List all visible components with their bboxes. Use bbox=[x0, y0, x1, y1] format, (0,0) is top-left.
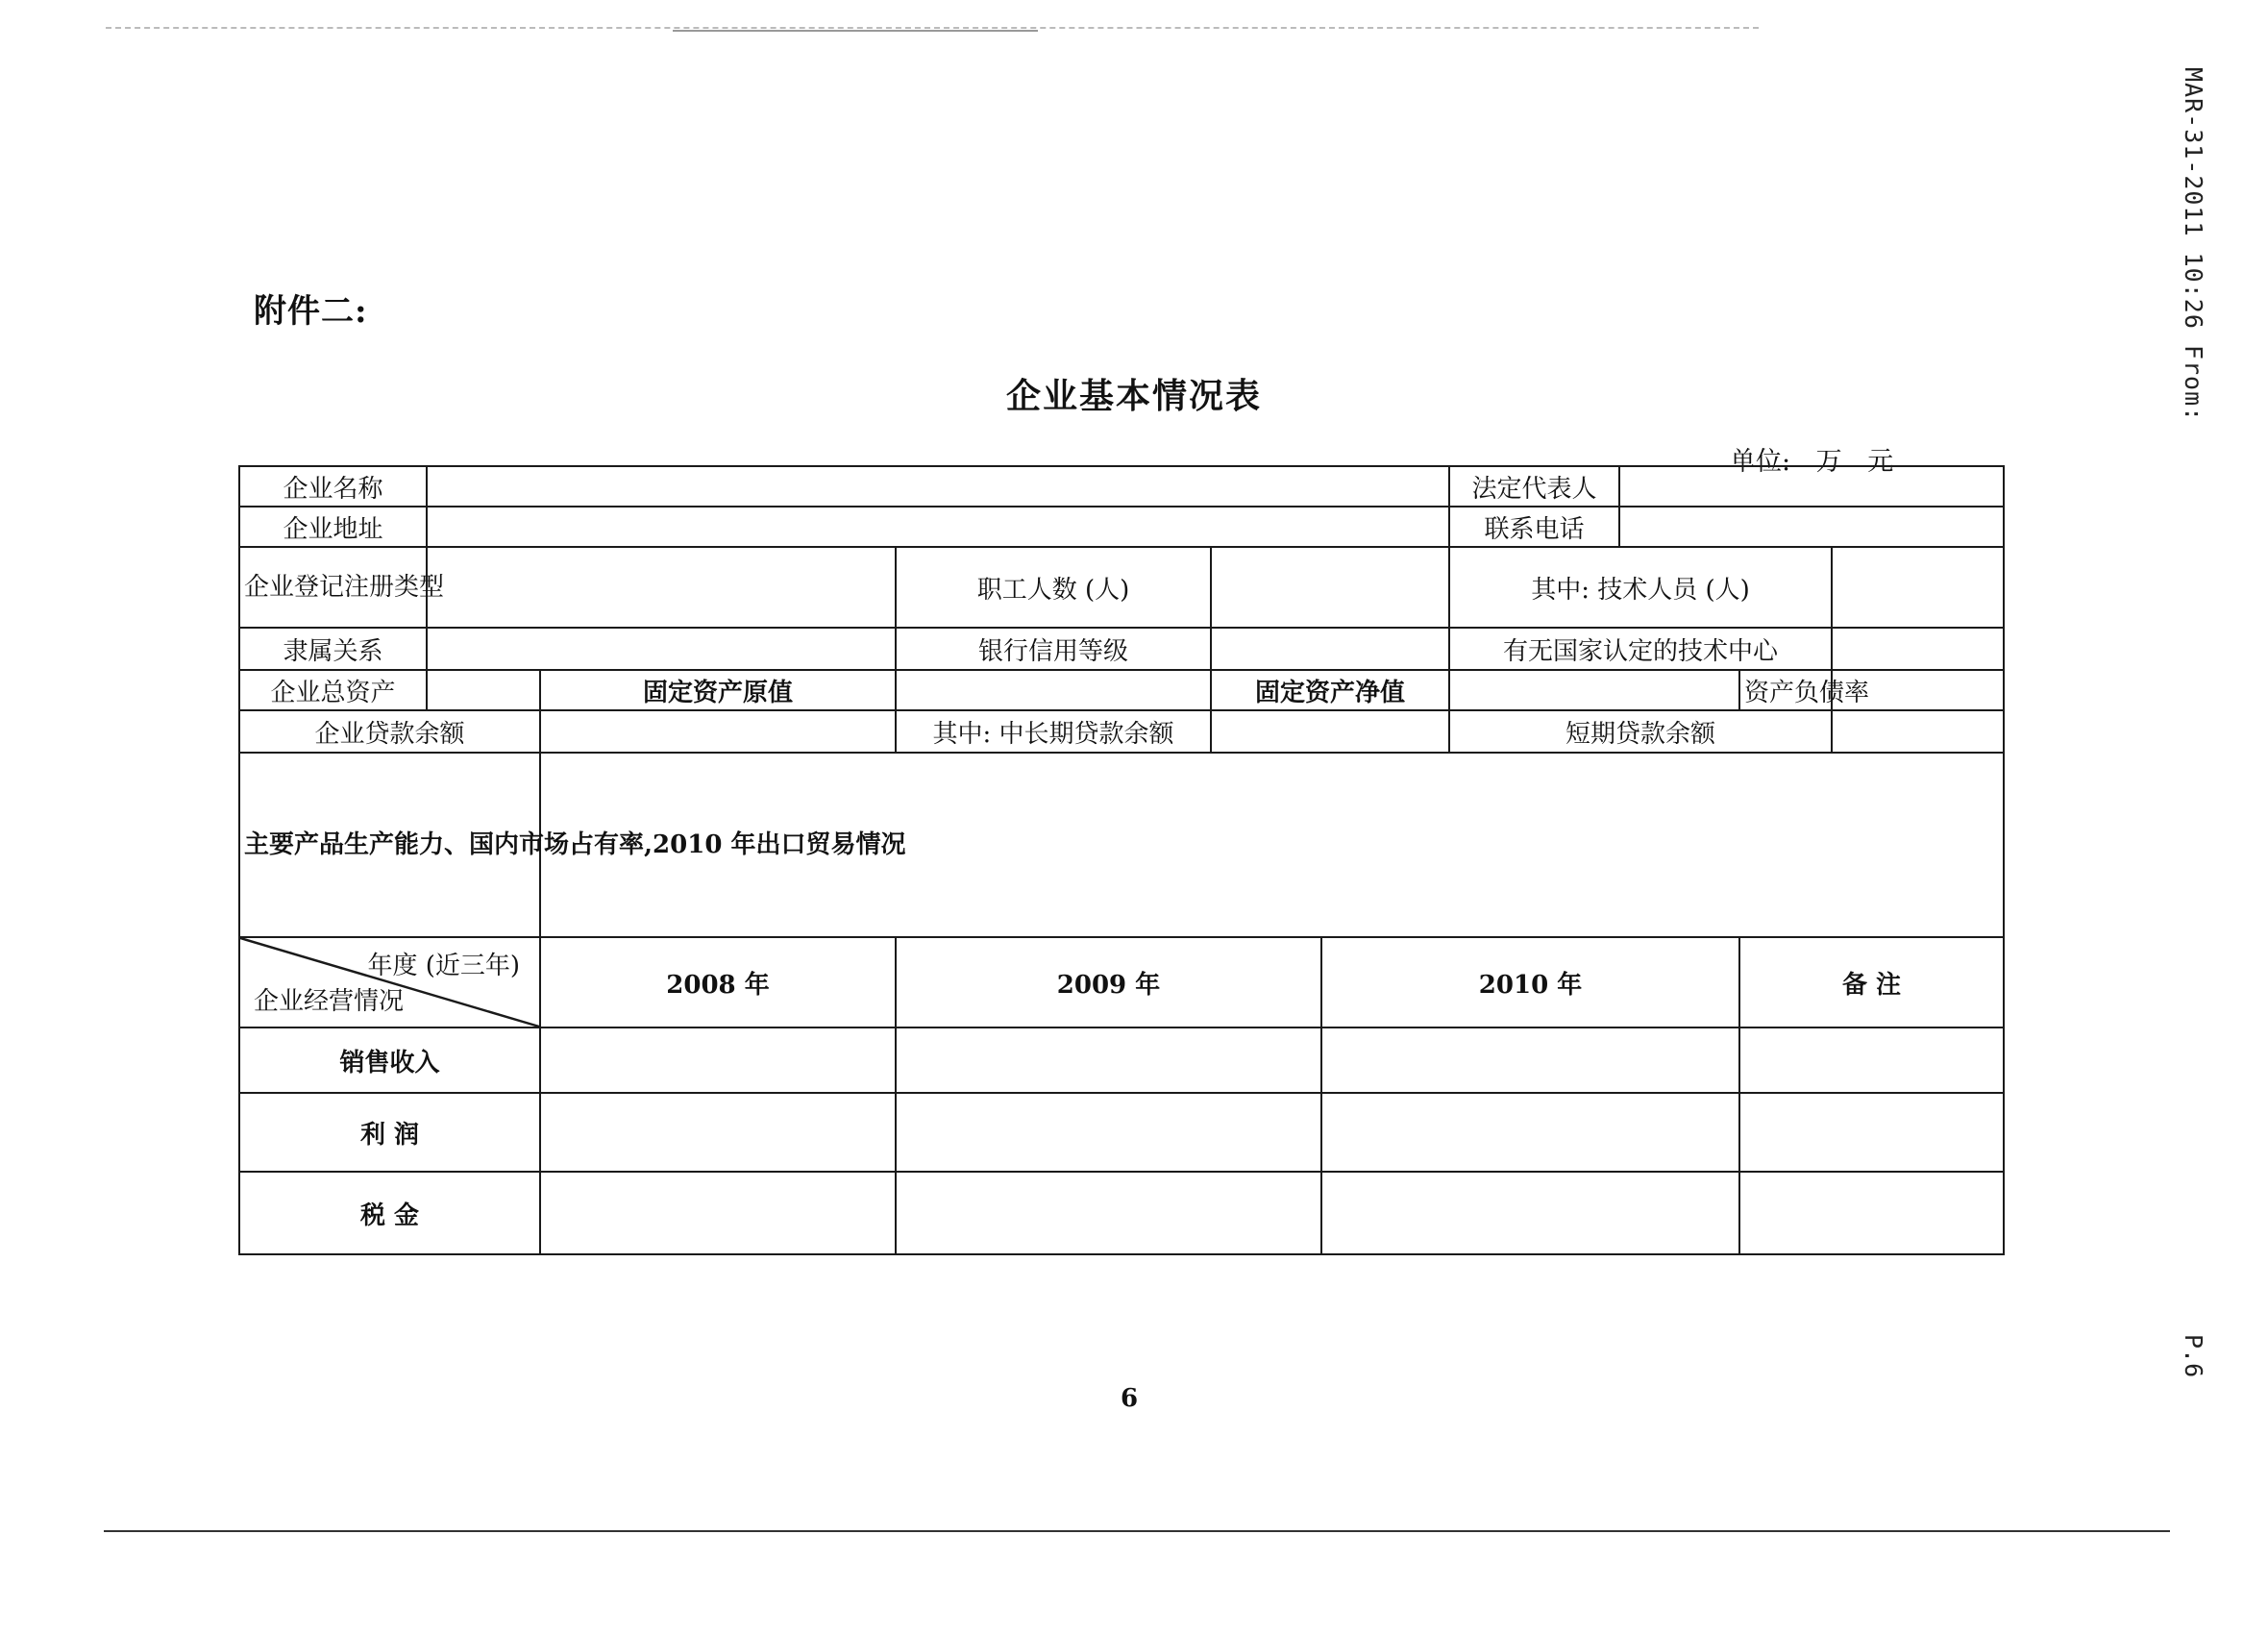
label-debt-ratio: 资产负债率 bbox=[1739, 670, 1832, 710]
label-legal-rep: 法定代表人 bbox=[1449, 466, 1619, 507]
tax-2010[interactable] bbox=[1321, 1172, 1739, 1254]
fax-header-stamp: MAR-31-2011 10:26 From: bbox=[2180, 67, 2207, 423]
scan-artifact-line bbox=[673, 30, 1038, 32]
label-employees: 职工人数 (人) bbox=[896, 547, 1211, 628]
label-tech-staff: 其中: 技术人员 (人) bbox=[1449, 547, 1832, 628]
field-total-assets[interactable] bbox=[427, 670, 540, 710]
scan-artifact-line bbox=[106, 27, 1759, 29]
tax-2009[interactable] bbox=[896, 1172, 1321, 1254]
tax-2008[interactable] bbox=[540, 1172, 896, 1254]
attachment-label: 附件二: bbox=[254, 292, 368, 331]
sales-remarks[interactable] bbox=[1739, 1027, 2004, 1093]
label-registration-type: 企业登记注册类型 bbox=[239, 547, 427, 628]
label-loan-balance: 企业贷款余额 bbox=[239, 710, 540, 753]
profit-remarks[interactable] bbox=[1739, 1093, 2004, 1172]
tax-remarks[interactable] bbox=[1739, 1172, 2004, 1254]
profit-2008[interactable] bbox=[540, 1093, 896, 1172]
sales-2008[interactable] bbox=[540, 1027, 896, 1093]
label-total-assets: 企业总资产 bbox=[239, 670, 427, 710]
label-short-term-loan: 短期贷款余额 bbox=[1449, 710, 1832, 753]
row-label-profit: 利 润 bbox=[239, 1093, 540, 1172]
fax-page-stamp: P.6 bbox=[2180, 1334, 2207, 1378]
field-long-term-loan[interactable] bbox=[1211, 710, 1449, 753]
remarks-header: 备 注 bbox=[1739, 937, 2004, 1027]
diag-label-year: 年度 (近三年) bbox=[367, 952, 520, 980]
row-label-sales: 销售收入 bbox=[239, 1027, 540, 1093]
operations-diagonal-header bbox=[239, 937, 540, 1027]
field-company-address[interactable] bbox=[427, 507, 1449, 547]
unit-label: 单位: 万 元 bbox=[1730, 447, 1894, 477]
year-2009-header: 2009 年 bbox=[896, 937, 1321, 1027]
field-tech-center[interactable] bbox=[1832, 628, 2004, 670]
field-company-name[interactable] bbox=[427, 466, 1449, 507]
profit-2010[interactable] bbox=[1321, 1093, 1739, 1172]
footer-rule bbox=[104, 1530, 2170, 1532]
row-label-tax: 税 金 bbox=[239, 1172, 540, 1254]
label-phone: 联系电话 bbox=[1449, 507, 1619, 547]
label-company-name: 企业名称 bbox=[239, 466, 427, 507]
sales-2009[interactable] bbox=[896, 1027, 1321, 1093]
field-legal-rep[interactable] bbox=[1619, 466, 2004, 507]
label-fixed-assets-orig: 固定资产原值 bbox=[540, 670, 896, 710]
profit-2009[interactable] bbox=[896, 1093, 1321, 1172]
field-affiliation[interactable] bbox=[427, 628, 896, 670]
label-affiliation: 隶属关系 bbox=[239, 628, 427, 670]
field-phone[interactable] bbox=[1619, 507, 2004, 547]
year-2008-header: 2008 年 bbox=[540, 937, 896, 1027]
field-registration-type[interactable] bbox=[427, 547, 896, 628]
label-products: 主要产品生产能力、国内市场占有率,2010 年出口贸易情况 bbox=[239, 753, 540, 937]
field-employees[interactable] bbox=[1211, 547, 1449, 628]
field-fixed-assets-net[interactable] bbox=[1449, 670, 1739, 710]
company-info-form bbox=[238, 465, 2005, 1255]
label-fixed-assets-net: 固定资产净值 bbox=[1211, 670, 1449, 710]
field-short-term-loan[interactable] bbox=[1832, 710, 2004, 753]
page-number: 6 bbox=[1120, 1384, 1139, 1413]
label-bank-credit: 银行信用等级 bbox=[896, 628, 1211, 670]
sales-2010[interactable] bbox=[1321, 1027, 1739, 1093]
year-2010-header: 2010 年 bbox=[1321, 937, 1739, 1027]
label-company-address: 企业地址 bbox=[239, 507, 427, 547]
field-loan-balance[interactable] bbox=[540, 710, 896, 753]
label-tech-center: 有无国家认定的技术中心 bbox=[1449, 628, 1832, 670]
label-long-term-loan: 其中: 中长期贷款余额 bbox=[896, 710, 1211, 753]
form-title: 企业基本情况表 bbox=[1005, 376, 1262, 416]
field-bank-credit[interactable] bbox=[1211, 628, 1449, 670]
field-fixed-assets-orig[interactable] bbox=[896, 670, 1211, 710]
field-tech-staff[interactable] bbox=[1832, 547, 2004, 628]
diag-label-operations: 企业经营情况 bbox=[254, 987, 405, 1016]
